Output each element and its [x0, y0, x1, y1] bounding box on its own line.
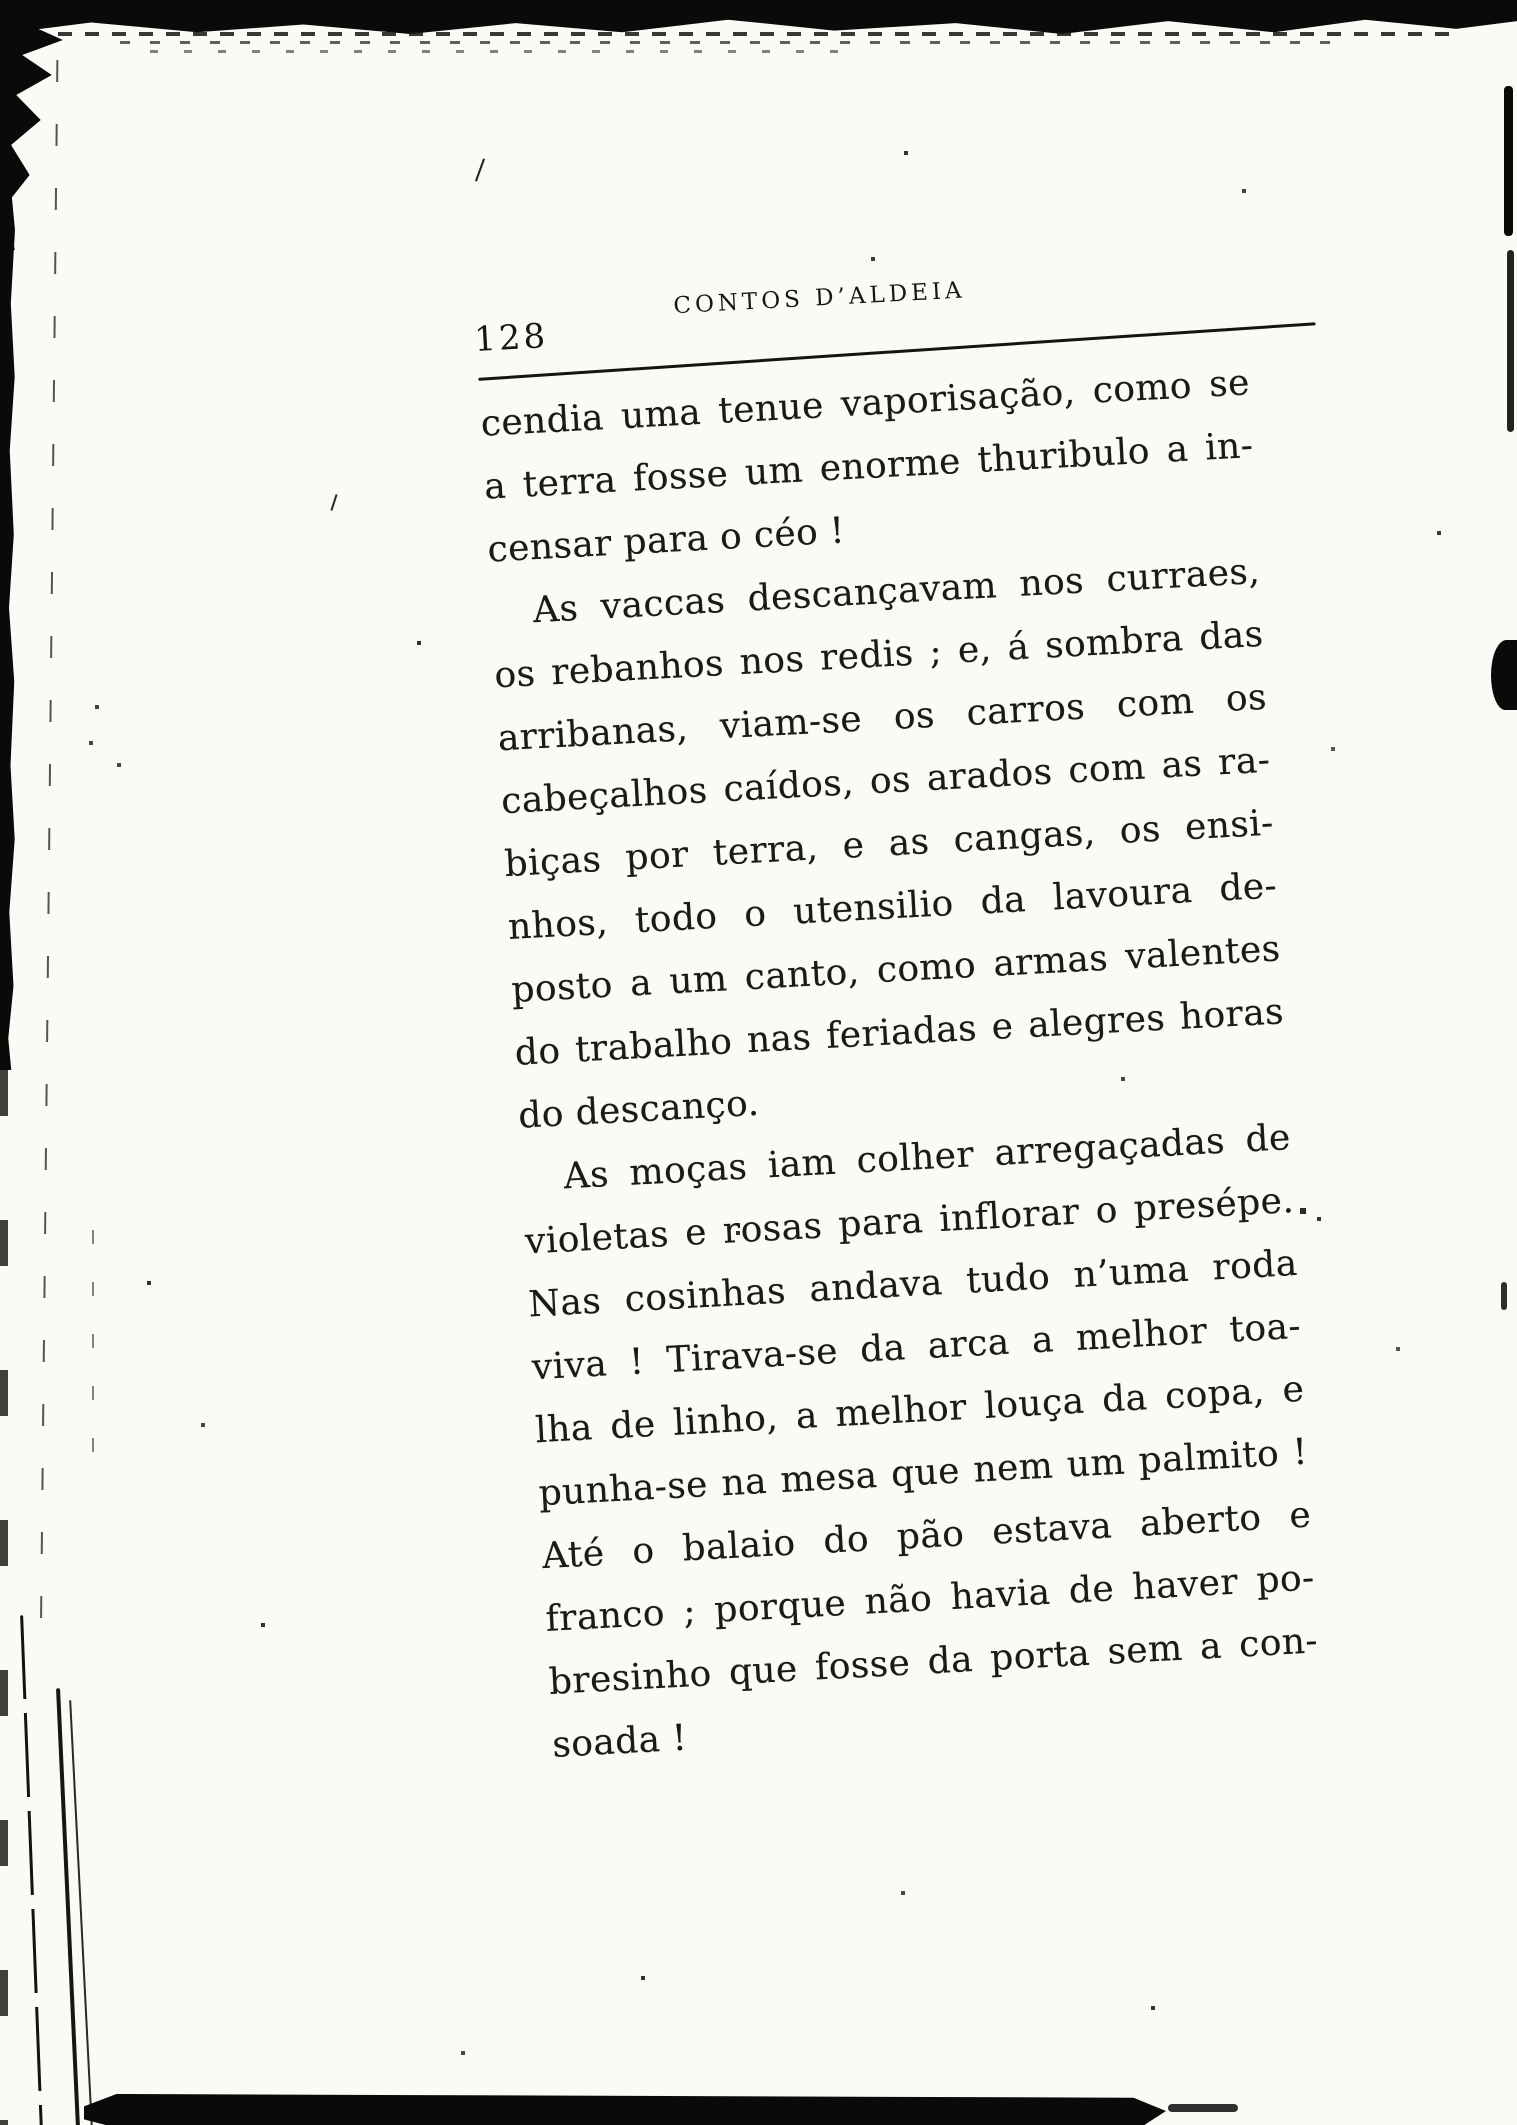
running-title: CONTOS D’ALDEIA — [672, 277, 967, 320]
text-line: punha-se na mesa que nem um palmito ! — [537, 1431, 1309, 1515]
scan-gutter-line — [40, 60, 59, 1660]
scan-noise-row — [120, 41, 1350, 44]
page-content — [474, 256, 1323, 1776]
text-line: do descanço. — [517, 1082, 761, 1137]
ink-speck-layer — [0, 0, 2, 2]
text-line: franco ; porque não havia de haver po- — [544, 1557, 1316, 1641]
text-line: censar para o céo ! — [486, 510, 846, 571]
text-line: As moças iam colher arregaçadas de — [562, 1117, 1292, 1198]
text-line: os rebanhos nos redis ; e, á sombra das — [493, 613, 1265, 697]
text-line: cabeçalhos caídos, os arados com as ra- — [500, 739, 1272, 823]
scan-edge-bottom-tail — [1168, 2104, 1238, 2112]
text-line: Nas cosinhas andava tudo n’uma roda — [527, 1242, 1299, 1326]
scan-gutter-line — [20, 1615, 43, 2125]
text-line: soada ! — [551, 1717, 689, 1766]
scan-edge-right-mark — [1501, 1282, 1507, 1310]
text-line: posto a um canto, como armas valentes — [510, 928, 1282, 1011]
body-text — [479, 351, 1323, 1777]
text-line: viva ! Tirava-se da arca a melhor toa- — [530, 1305, 1302, 1389]
scan-gutter-line — [92, 1230, 94, 1480]
scan-noise-row — [58, 32, 1453, 36]
text-line: As vaccas descançavam nos curraes, — [531, 550, 1262, 632]
scan-edge-bottom — [84, 2094, 1166, 2125]
text-line: biças por terra, e as cangas, os ensi- — [503, 802, 1275, 886]
text-line: do trabalho nas feriadas e alegres horas — [513, 991, 1285, 1074]
text-line: bresinho que fosse da porta sem a con- — [547, 1620, 1319, 1703]
page-number: 128 — [473, 316, 550, 361]
scan-edge-top — [0, 0, 1517, 34]
text-line: Até o balaio do pão estava aberto e — [541, 1494, 1313, 1578]
scan-noise-row — [150, 50, 840, 53]
scan-edge-right — [1507, 250, 1514, 432]
text-line: cendia uma tenue vaporisação, como se — [479, 362, 1251, 445]
text-line: arribanas, viam-se os carros com os — [496, 676, 1268, 760]
stray-mark — [330, 494, 337, 511]
text-line: a terra fosse um enorme thuribulo a in- — [483, 425, 1255, 508]
scan-edge-right-blob — [1491, 640, 1517, 710]
scan-edge-right — [1504, 86, 1513, 236]
stray-mark — [475, 158, 485, 181]
text-line: nhos, todo o utensilio da lavoura de- — [506, 865, 1279, 949]
text-line: lha de linho, a melhor louça da copa, e — [534, 1368, 1306, 1452]
scan-gutter-line — [56, 1688, 80, 2125]
scan-edge-left-lower — [0, 1070, 8, 2125]
text-line: violetas e rosas para inflorar o presépe. — [524, 1180, 1296, 1263]
